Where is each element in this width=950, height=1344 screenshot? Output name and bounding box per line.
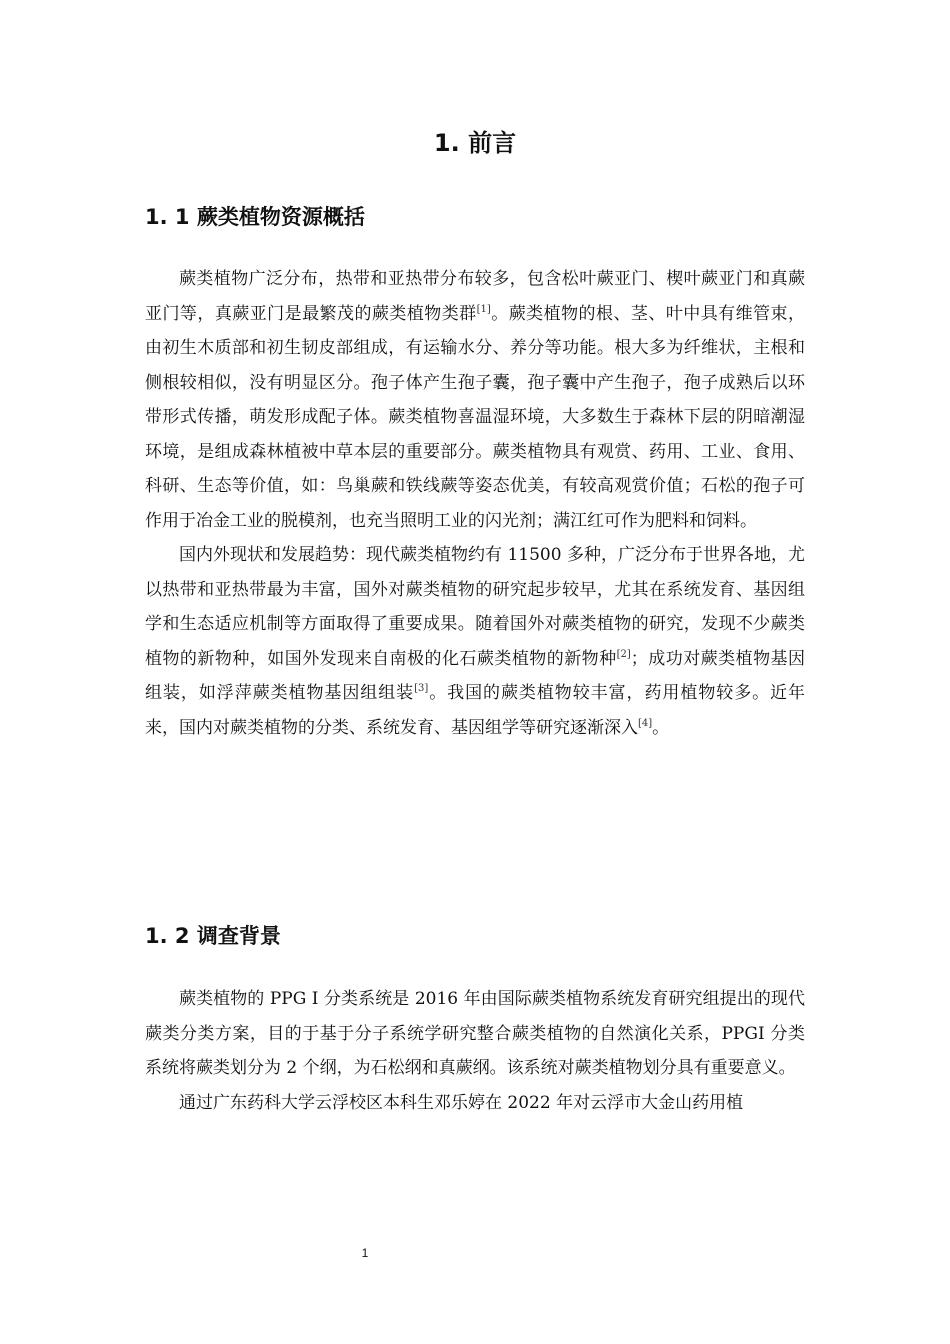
paragraph <box>145 538 805 745</box>
section-title-1-1: 1. 1 蕨类植物资源概括 <box>145 205 365 229</box>
paragraph <box>145 1086 805 1121</box>
section-body-1-2 <box>145 982 805 1120</box>
citation-ref: [1] <box>476 303 491 315</box>
page-number: 1 <box>361 1246 369 1260</box>
paragraph-text: ；成功对蕨类植物基因组装，如浮萍蕨类植物基因组组装 <box>145 648 806 703</box>
paragraph-text: 蕨类植物广泛分布，热带和亚热带分布较多，包含松叶蕨亚门、楔叶蕨亚门和真蕨亚门等，真蕨亚门是最繁茂的蕨类植物类群 <box>145 269 805 324</box>
paragraph-text: 。蕨类植物的根、茎、叶中具有维管束，由初生木质部和初生韧皮部组成，有运输水分、养分等功能。根大多为纤维状，主根和侧根较相似，没有明显区分。孢子体产生孢子囊，孢子囊中产生孢子，孢子成熟后以环带形式传播，萌发形成配子体。蕨类植物喜温湿环境，大多数生于森林下层的阴暗潮湿环境，是组成森林植被中草本层的重要部分。蕨类植物具有观赏、药用、工业、食用、科研、生态等价值，如：鸟巢蕨和铁线蕨等姿态优美，有较高观赏价值；石松的孢子可作用于冶金工业的脱模剂，也充当照明工业的闪光剂；满江红可作为肥料和饲料。 <box>145 303 805 531</box>
citation-ref: [4] <box>638 717 653 729</box>
paragraph-text: 蕨类植物的 PPG I 分类系统是 2016 年由国际蕨类植物系统发育研究组提出的现代蕨类分类方案，目的于基于分子系统学研究整合蕨类植物的自然演化关系，PPGI 分类系统将蕨类划分为 2 个纲，为石松纲和真蕨纲。该系统对蕨类植物划分具有重要意义。 <box>145 989 805 1078</box>
paragraph <box>145 982 805 1086</box>
chapter-title: 1. 前言 <box>433 129 517 157</box>
paragraph-text: 通过广东药科大学云浮校区本科生邓乐婷在 2022 年对云浮市大金山药用植 <box>179 1092 744 1113</box>
paragraph-text: 。 <box>652 717 670 738</box>
paragraph-text: 国内外现状和发展趋势：现代蕨类植物约有 11500 多种，广泛分布于世界各地，尤以热带和亚热带最为丰富，国外对蕨类植物的研究起步较早，尤其在系统发育、基因组学和生态适应机制等方面取得了重要成果。随着国外对蕨类植物的研究，发现不少蕨类植物的新物种，如国外发现来自南极的化石蕨类植物的新物种 <box>145 545 805 669</box>
paragraph-text: 。我国的蕨类植物较丰富，药用植物较多。近年来，国内对蕨类植物的分类、系统发育、基因组学等研究逐渐深入 <box>145 683 806 738</box>
citation-ref: [3] <box>414 683 429 694</box>
section-body-1-1 <box>145 262 805 745</box>
paragraph <box>145 262 805 538</box>
section-title-1-2: 1. 2 调查背景 <box>145 924 281 948</box>
citation-ref: [2] <box>616 648 631 660</box>
